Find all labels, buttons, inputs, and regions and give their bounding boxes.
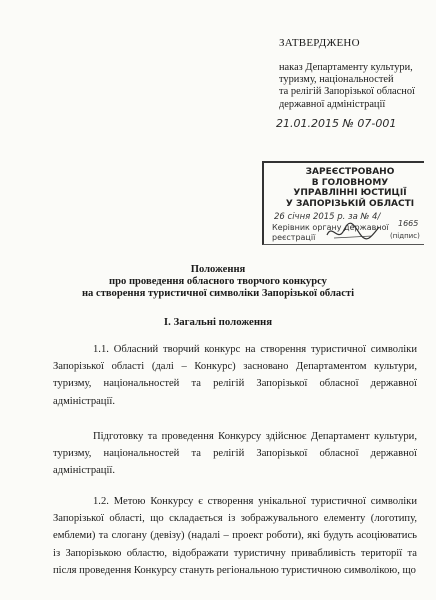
stamp-line: У ЗАПОРІЗЬКІЙ ОБЛАСТІ [285,198,415,209]
stamp-line: В ГОЛОВНОМУ [311,177,389,188]
signature-label: (підпис) [390,232,420,240]
approval-heading: ЗАТВЕРДЖЕНО [279,37,360,49]
document-title: Положення [190,264,246,275]
paragraph: 1.2. Метою Конкурсу є створення унікальної туристичної символіки Запорізької області, що складається із зображувального елементу (логотипу, емблеми) та слогану (девізу) (надалі – проект роботи), які будуть асоціюватись із Запорізькою областю, відображати туристичну привабливість території та після проведення Конкурсу стануть регіональною туристичною символікою, що [53,496,417,576]
section-heading: І. Загальні положення [163,316,273,328]
approval-line: туризму, національностей [279,74,394,86]
signature-mark [324,221,382,243]
document-subtitle-line: на створення туристичної символіки Запорізької області [81,288,355,299]
stamp-number: 1665 [398,219,419,228]
paragraph: 1.1. Обласний творчий конкурс на створення туристичної символіки Запорізької області (далі – Конкурс) засновано Департаментом культури, туризму, національностей та релігій Запорізької обласної державної адміністрації. [53,344,417,407]
approval-line: наказ Департаменту культури, [279,62,413,73]
stamp-heading [280,167,420,209]
paragraph: Підготовку та проведення Конкурсу здійснює Департамент культури, туризму, національностей та релігій Запорізької обласної державної адміністрації. [53,431,417,477]
registration-stamp [262,161,424,245]
handwritten-order-date: 21.01.2015 № 07-001 [276,117,397,130]
stamp-line: УПРАВЛІННІ ЮСТИЦІЇ [293,188,407,198]
approval-line: та релігій Запорізької обласної [279,86,415,98]
stamp-role-line: Керівник органу державної [272,223,389,232]
approval-text [279,62,429,111]
stamp-date: 26 січня 2015 р. за № 4/ [274,212,381,222]
document-subtitle-line: про проведення обласного творчого конкурсу [109,276,327,287]
stamp-line: ЗАРЕЄСТРОВАНО [305,167,395,177]
stamp-role-line: реєстрації [272,232,316,242]
approval-line: державної адміністрації [279,98,386,110]
